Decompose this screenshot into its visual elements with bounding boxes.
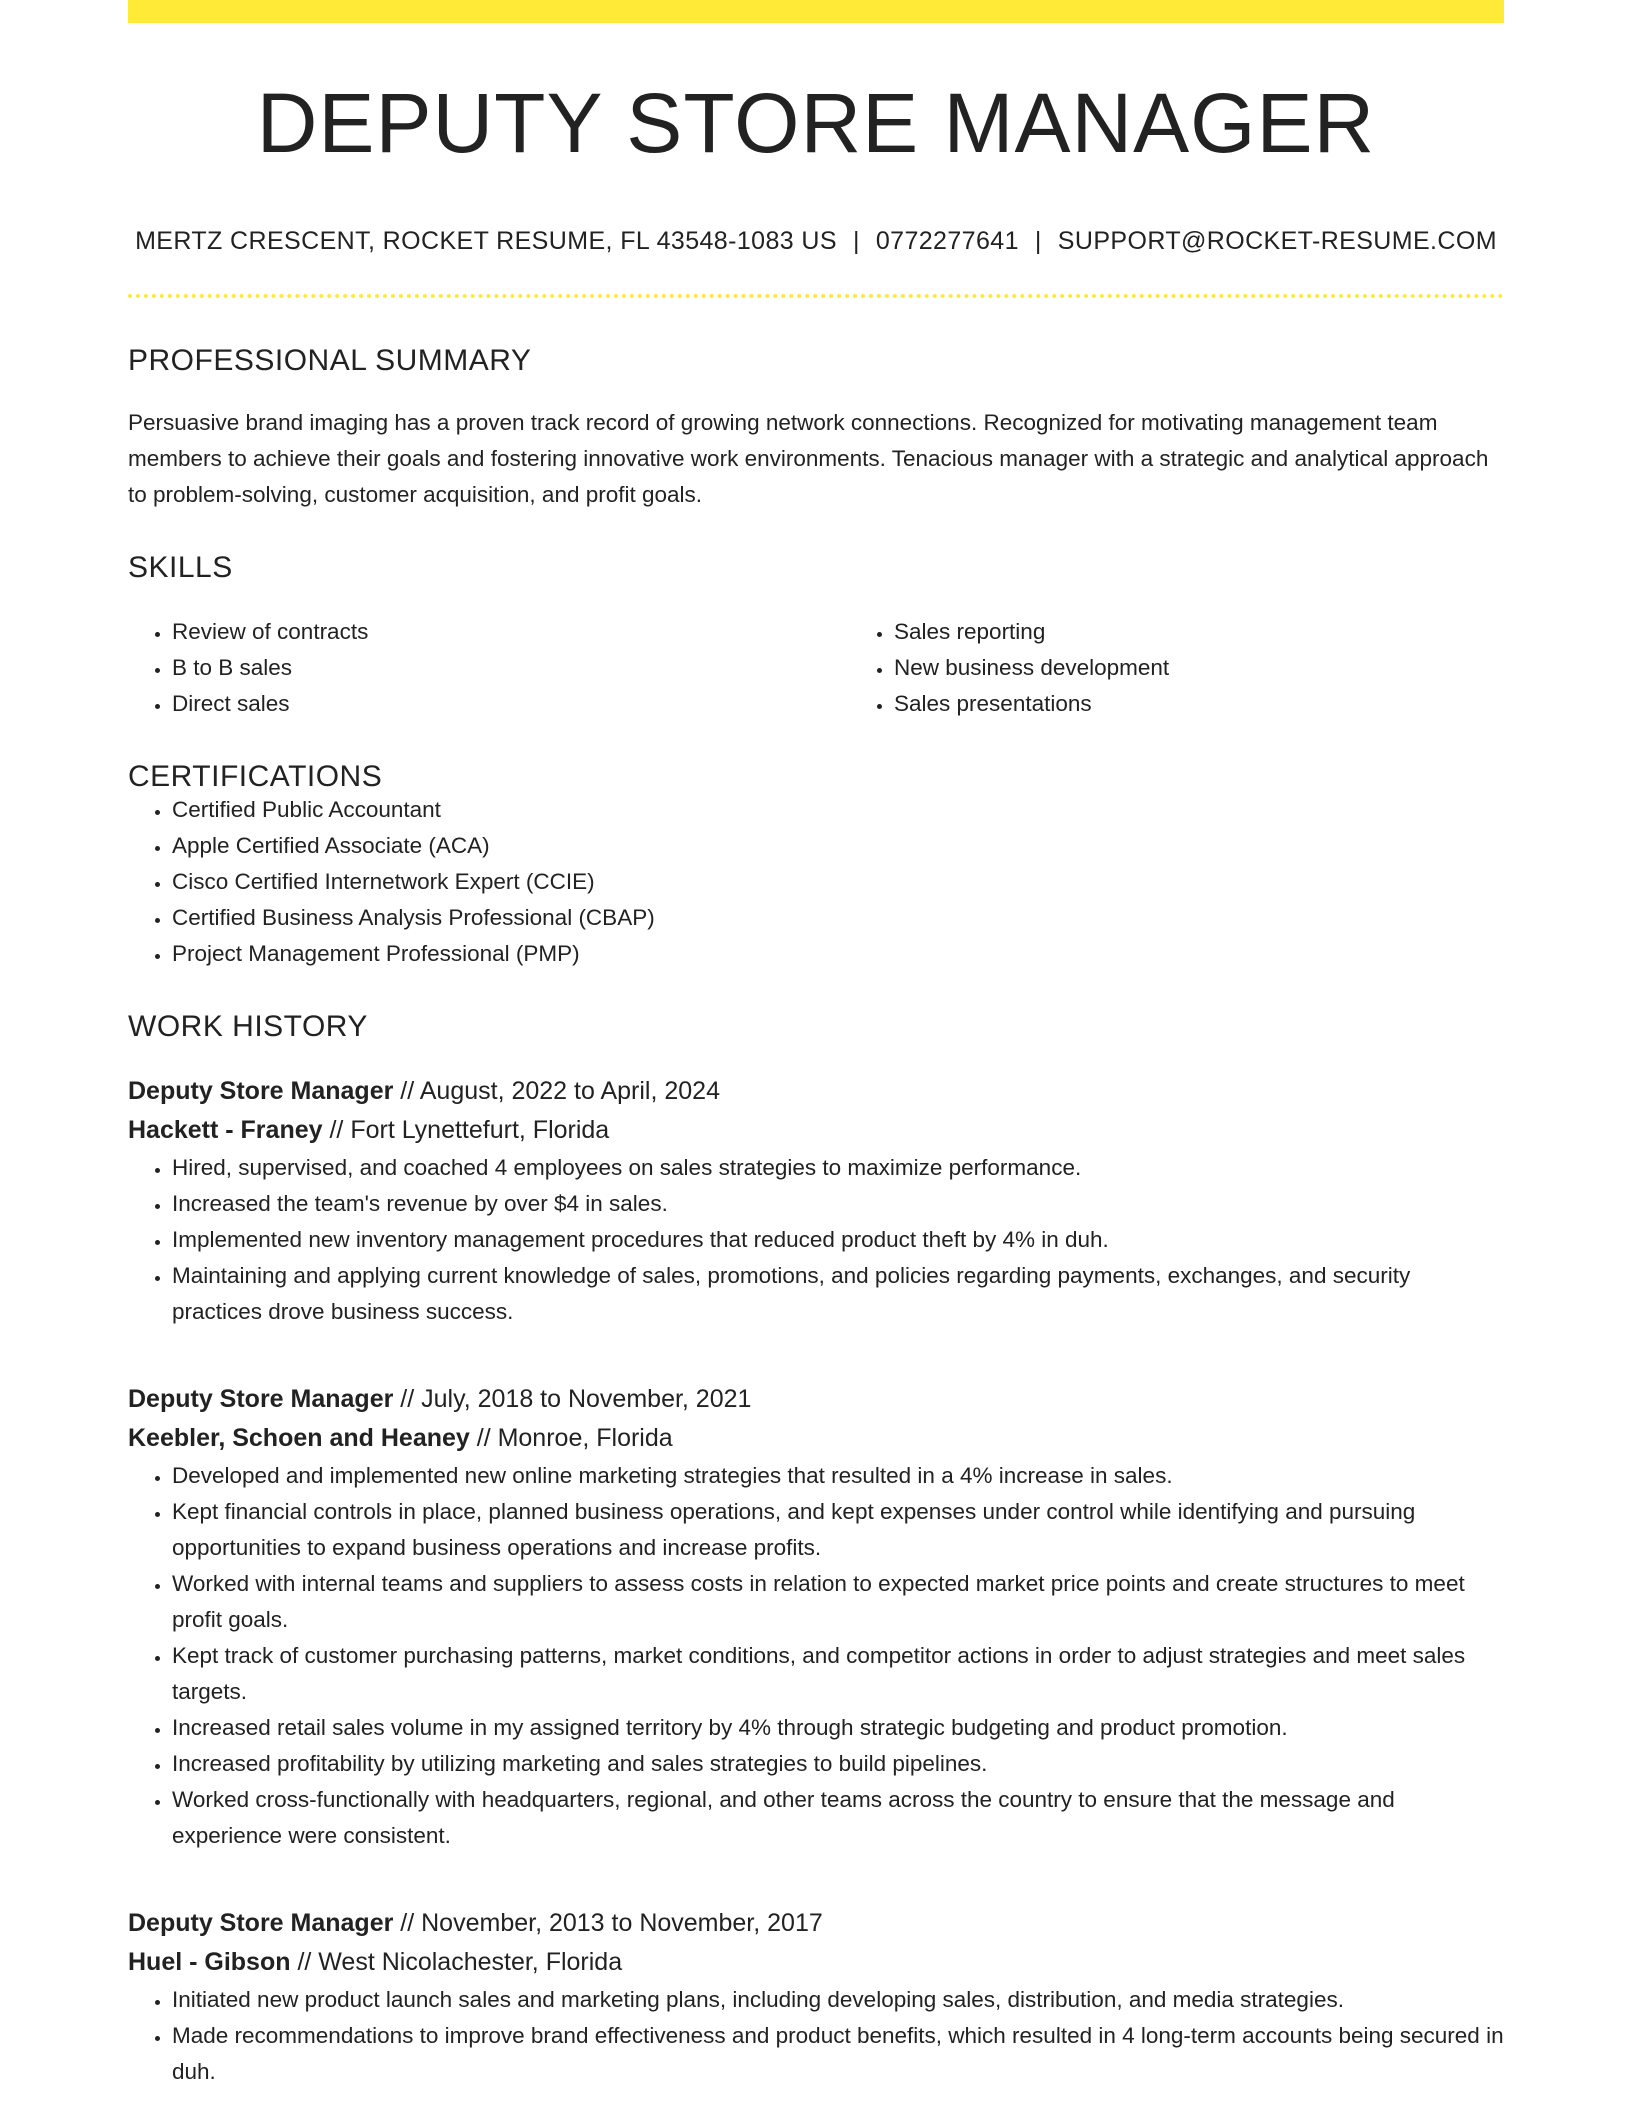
skill-item: • B to B sales <box>172 650 850 686</box>
contact-separator: | <box>852 227 860 255</box>
job-company-line <box>128 1111 1504 1150</box>
job-bullet: • Increased profitability by utilizing marketing and sales strategies to build pipelines. <box>172 1746 1504 1782</box>
resume-name: DEPUTY STORE MANAGER <box>256 76 1376 170</box>
job-bullet: • Hired, supervised, and coached 4 employees on sales strategies to maximize performance. <box>172 1150 1504 1186</box>
certifications-section <box>128 762 1504 972</box>
job-company: Hackett - Franey <box>128 1116 323 1144</box>
certification-item: • Cisco Certified Internetwork Expert (CCIE) <box>172 864 1504 900</box>
skill-item: • New business development <box>894 650 1572 686</box>
job-dates: // November, 2013 to November, 2017 <box>393 1909 823 1937</box>
job-bullet: • Increased the team's revenue by over $4 in sales. <box>172 1186 1504 1222</box>
contact-email: SUPPORT@ROCKET-RESUME.COM <box>1057 227 1497 255</box>
skill-item: • Sales presentations <box>894 686 1572 722</box>
certification-item: • Certified Business Analysis Professional (CBAP) <box>172 900 1504 936</box>
certification-item: • Apple Certified Associate (ACA) <box>172 828 1504 864</box>
section-title-summary: PROFESSIONAL SUMMARY <box>128 344 532 377</box>
job-title-line <box>128 1380 1504 1419</box>
section-title-work-history: WORK HISTORY <box>128 1010 368 1043</box>
accent-top-bar <box>128 0 1504 23</box>
job-bullet-list <box>128 1458 1504 1854</box>
header-divider <box>128 294 1504 298</box>
job-bullet: • Increased retail sales volume in my assigned territory by 4% through strategic budgeting and product promotion. <box>172 1710 1504 1746</box>
job-bullet: • Kept financial controls in place, planned business operations, and kept expenses under control while identifying and pursuing opportunities to expand business operations and increase profits. <box>172 1494 1504 1566</box>
job-company-line <box>128 1419 1504 1458</box>
skills-list-right <box>850 614 1572 722</box>
job-bullet: • Worked with internal teams and suppliers to assess costs in relation to expected market price points and create structures to meet profit goals. <box>172 1566 1504 1638</box>
job-bullet: • Initiated new product launch sales and marketing plans, including developing sales, distribution, and media strategies. <box>172 1982 1504 2018</box>
job-entry <box>128 1904 1504 2090</box>
certification-item: • Certified Public Accountant <box>172 792 1504 828</box>
skills-columns <box>128 614 1504 722</box>
job-bullet: • Maintaining and applying current knowledge of sales, promotions, and policies regarding payments, exchanges, and security practices drove business success. <box>172 1258 1504 1330</box>
job-location: // Fort Lynettefurt, Florida <box>322 1116 610 1144</box>
section-title-skills: SKILLS <box>128 551 233 584</box>
certification-item: • Project Management Professional (PMP) <box>172 936 1504 972</box>
job-title-line <box>128 1072 1504 1111</box>
job-bullet: • Worked cross-functionally with headquarters, regional, and other teams across the country to ensure that the message and experience were consistent. <box>172 1782 1504 1854</box>
job-bullet-list <box>128 1150 1504 1330</box>
resume-page <box>128 0 1504 2090</box>
job-dates: // August, 2022 to April, 2024 <box>393 1077 720 1105</box>
summary-text: Persuasive brand imaging has a proven track record of growing network connections. Recognized for motivating management team members to achieve their goals and fostering innovative work environments. Tenacious manager with a strategic and analytical approach to problem-solving, customer acquisition, and profit goals. <box>128 410 1489 507</box>
job-bullet-list <box>128 1982 1504 2090</box>
job-company: Keebler, Schoen and Heaney <box>128 1424 470 1452</box>
job-entry <box>128 1072 1504 1330</box>
contact-address: MERTZ CRESCENT, ROCKET RESUME, FL 43548-1083 US <box>135 227 837 255</box>
job-company: Huel - Gibson <box>128 1948 291 1976</box>
certifications-list <box>128 792 1504 972</box>
skill-item: • Direct sales <box>172 686 850 722</box>
work-history-section <box>128 1012 1504 2090</box>
contact-phone: 0772277641 <box>875 227 1019 255</box>
job-role: Deputy Store Manager <box>128 1077 394 1105</box>
skills-section <box>128 553 1504 722</box>
contact-line <box>128 229 1504 254</box>
job-location: // Monroe, Florida <box>469 1424 673 1452</box>
job-entry <box>128 1380 1504 1854</box>
skill-item: • Review of contracts <box>172 614 850 650</box>
job-role: Deputy Store Manager <box>128 1909 394 1937</box>
skill-item: • Sales reporting <box>894 614 1572 650</box>
job-bullet: • Developed and implemented new online marketing strategies that resulted in a 4% increase in sales. <box>172 1458 1504 1494</box>
job-company-line <box>128 1943 1504 1982</box>
skills-list-left <box>128 614 850 722</box>
contact-separator: | <box>1034 227 1042 255</box>
summary-section <box>128 346 1504 513</box>
job-location: // West Nicolachester, Florida <box>290 1948 623 1976</box>
job-bullet: • Implemented new inventory management procedures that reduced product theft by 4% in duh. <box>172 1222 1504 1258</box>
section-title-certifications: CERTIFICATIONS <box>128 760 383 793</box>
job-bullet: • Made recommendations to improve brand effectiveness and product benefits, which resulted in 4 long-term accounts being secured in duh. <box>172 2018 1504 2090</box>
job-dates: // July, 2018 to November, 2021 <box>393 1385 752 1413</box>
job-role: Deputy Store Manager <box>128 1385 394 1413</box>
job-bullet: • Kept track of customer purchasing patterns, market conditions, and competitor actions in order to adjust strategies and meet sales targets. <box>172 1638 1504 1710</box>
job-title-line <box>128 1904 1504 1943</box>
